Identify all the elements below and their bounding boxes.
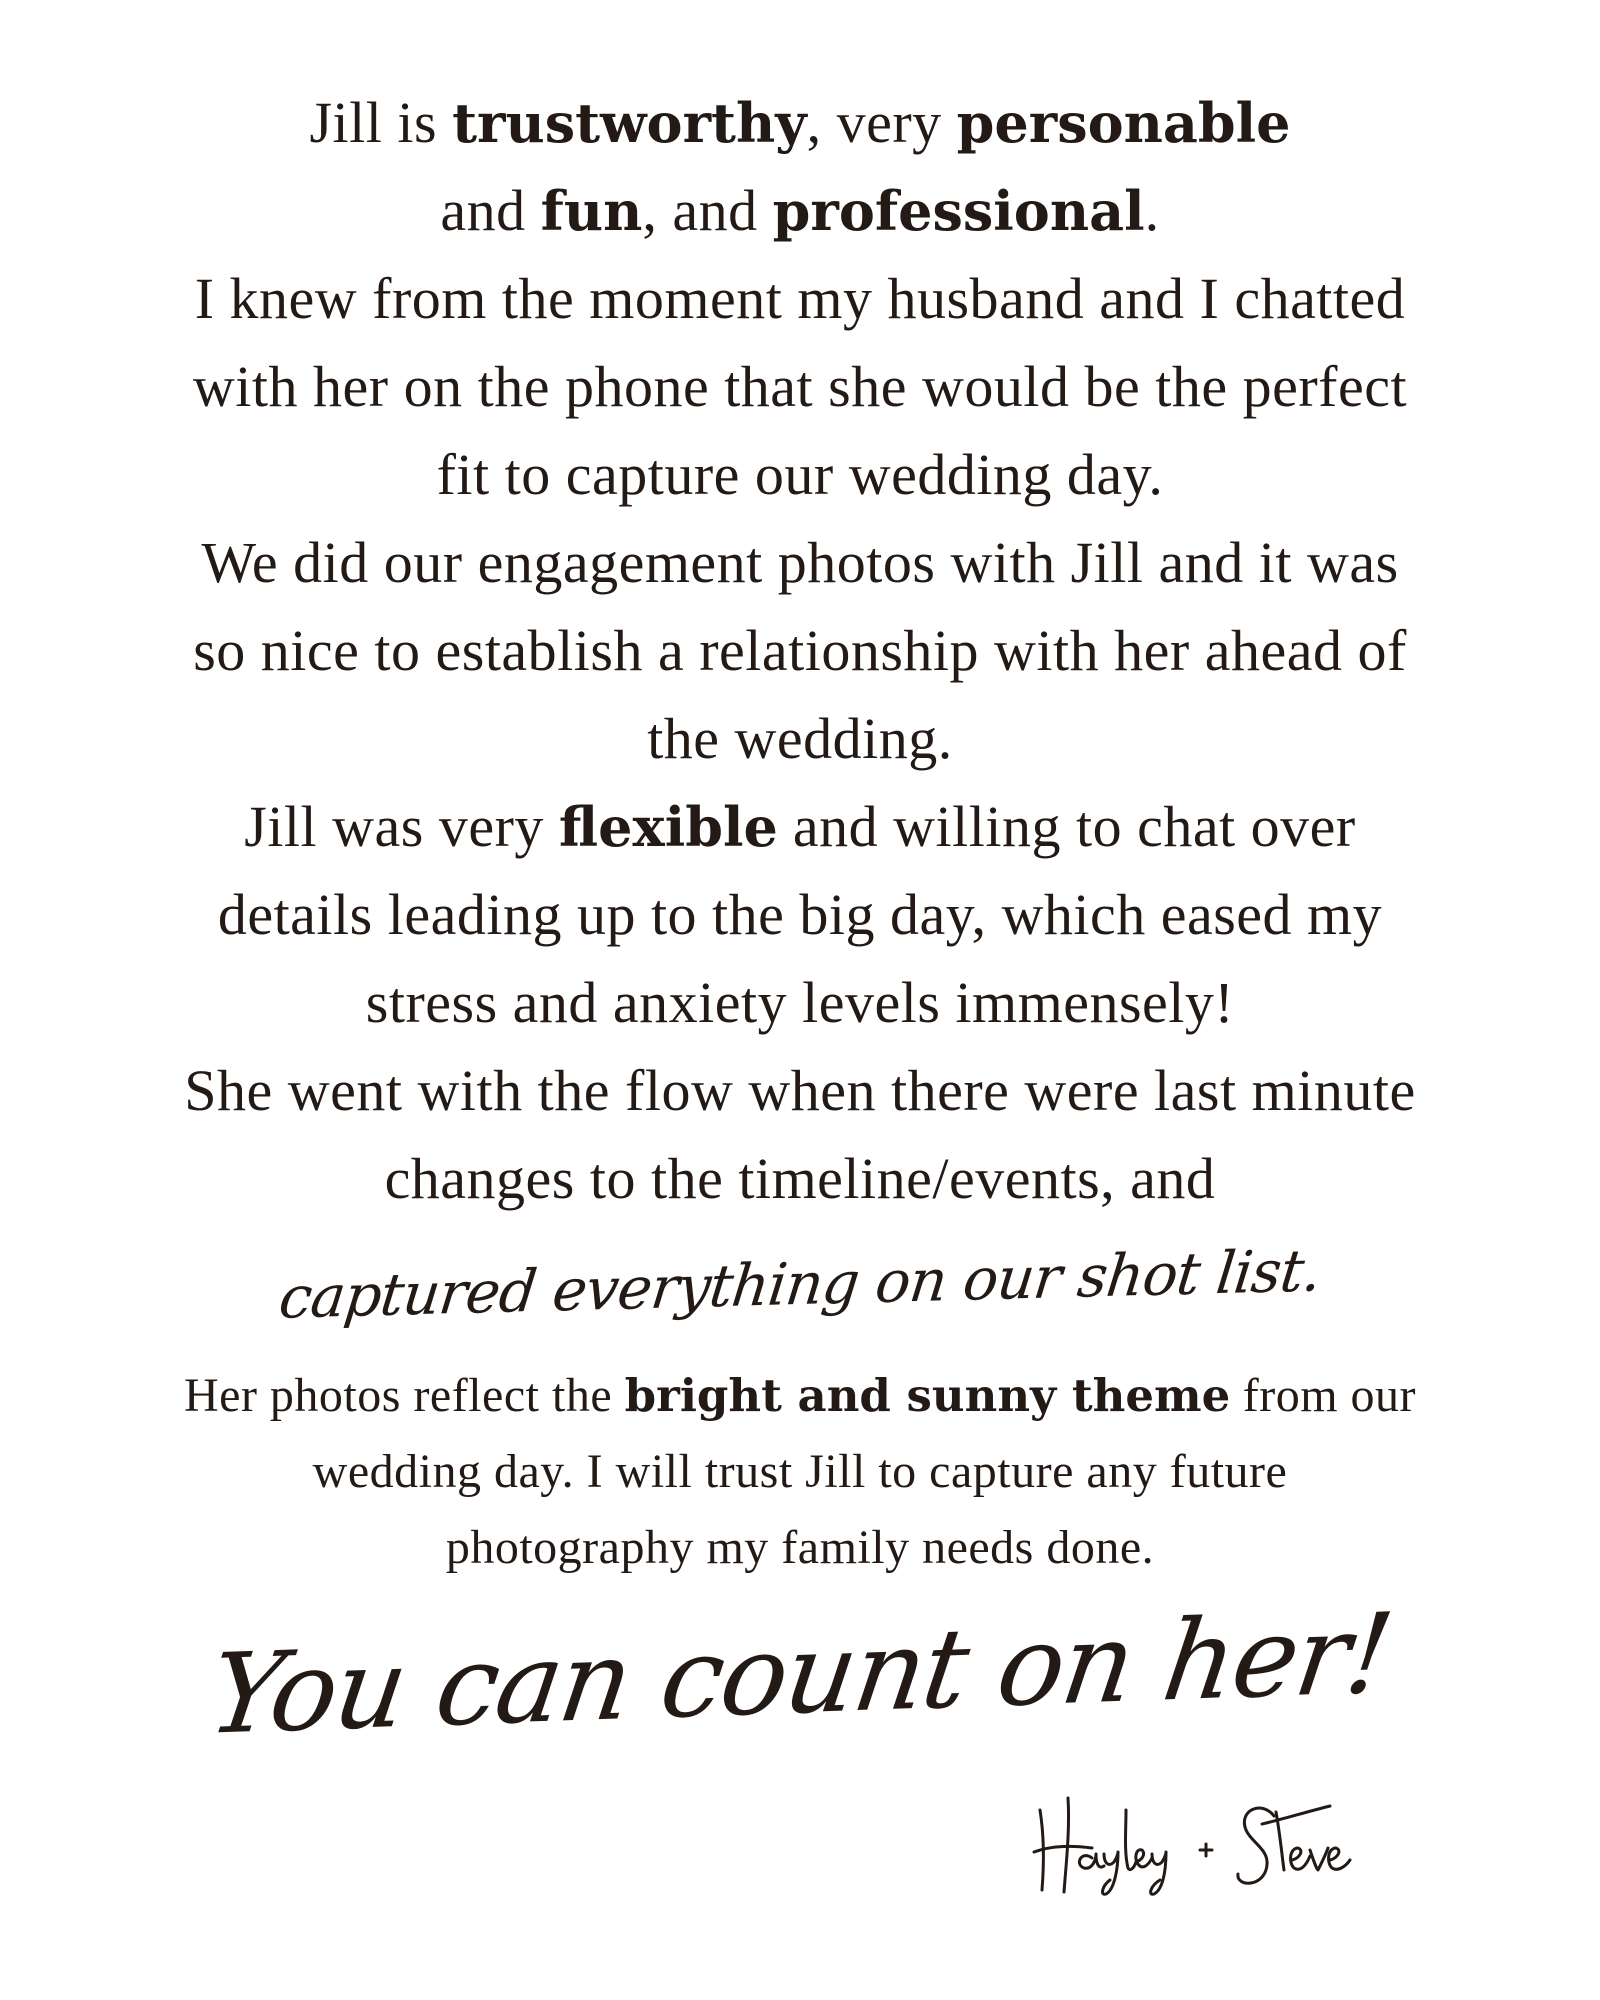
emphasis-bright-sunny-theme: bright and sunny theme: [624, 1369, 1231, 1422]
testimonial-line-2: [0, 176, 1600, 246]
text-span: , and: [642, 178, 773, 243]
text-span: Jill was very: [244, 794, 559, 859]
testimonial-line-8: the wedding.: [647, 706, 953, 771]
text-span: and willing to chat over: [777, 794, 1356, 859]
text-span: .: [1144, 178, 1160, 243]
testimonial-line-7: so nice to establish a relationship with her ahead of: [193, 618, 1407, 683]
script-shot-list-line: captured everything on our shot list.: [275, 1236, 1325, 1332]
emphasis-fun: fun: [540, 179, 643, 243]
testimonial-line-6: We did our engagement photos with Jill and it was: [201, 530, 1399, 595]
emphasis-professional: professional: [772, 179, 1145, 243]
text-span: and: [440, 178, 541, 243]
emphasis-trustworthy: trustworthy: [452, 91, 807, 155]
testimonial-line-12: She went with the flow when there were last minute: [184, 1058, 1416, 1123]
testimonial-line-13: changes to the timeline/events, and: [384, 1146, 1216, 1211]
testimonial-line-10: details leading up to the big day, which eased my: [217, 882, 1383, 947]
testimonial-line-15: wedding day. I will trust Jill to capture any future: [312, 1445, 1288, 1498]
testimonial-line-1: [0, 88, 1600, 158]
text-span: Jill is: [309, 90, 453, 155]
signature: [1030, 1790, 1430, 1900]
testimonial-line-4: with her on the phone that she would be the perfect: [192, 354, 1408, 419]
testimonial-line-11: stress and anxiety levels immensely!: [365, 970, 1235, 1035]
closing-script-line: You can count on her!: [201, 1589, 1399, 1759]
text-span: from our: [1230, 1369, 1417, 1422]
text-span: Her photos reflect the: [183, 1369, 625, 1422]
testimonial-line-5: fit to capture our wedding day.: [436, 442, 1164, 507]
emphasis-personable: personable: [956, 91, 1291, 155]
testimonial-line-9: [0, 792, 1600, 862]
text-span: , very: [806, 90, 957, 155]
testimonial-line-14: [0, 1366, 1600, 1426]
testimonial-line-16: photography my family needs done.: [445, 1521, 1155, 1574]
emphasis-flexible: flexible: [558, 795, 778, 859]
testimonial-line-3: I knew from the moment my husband and I chatted: [194, 266, 1406, 331]
